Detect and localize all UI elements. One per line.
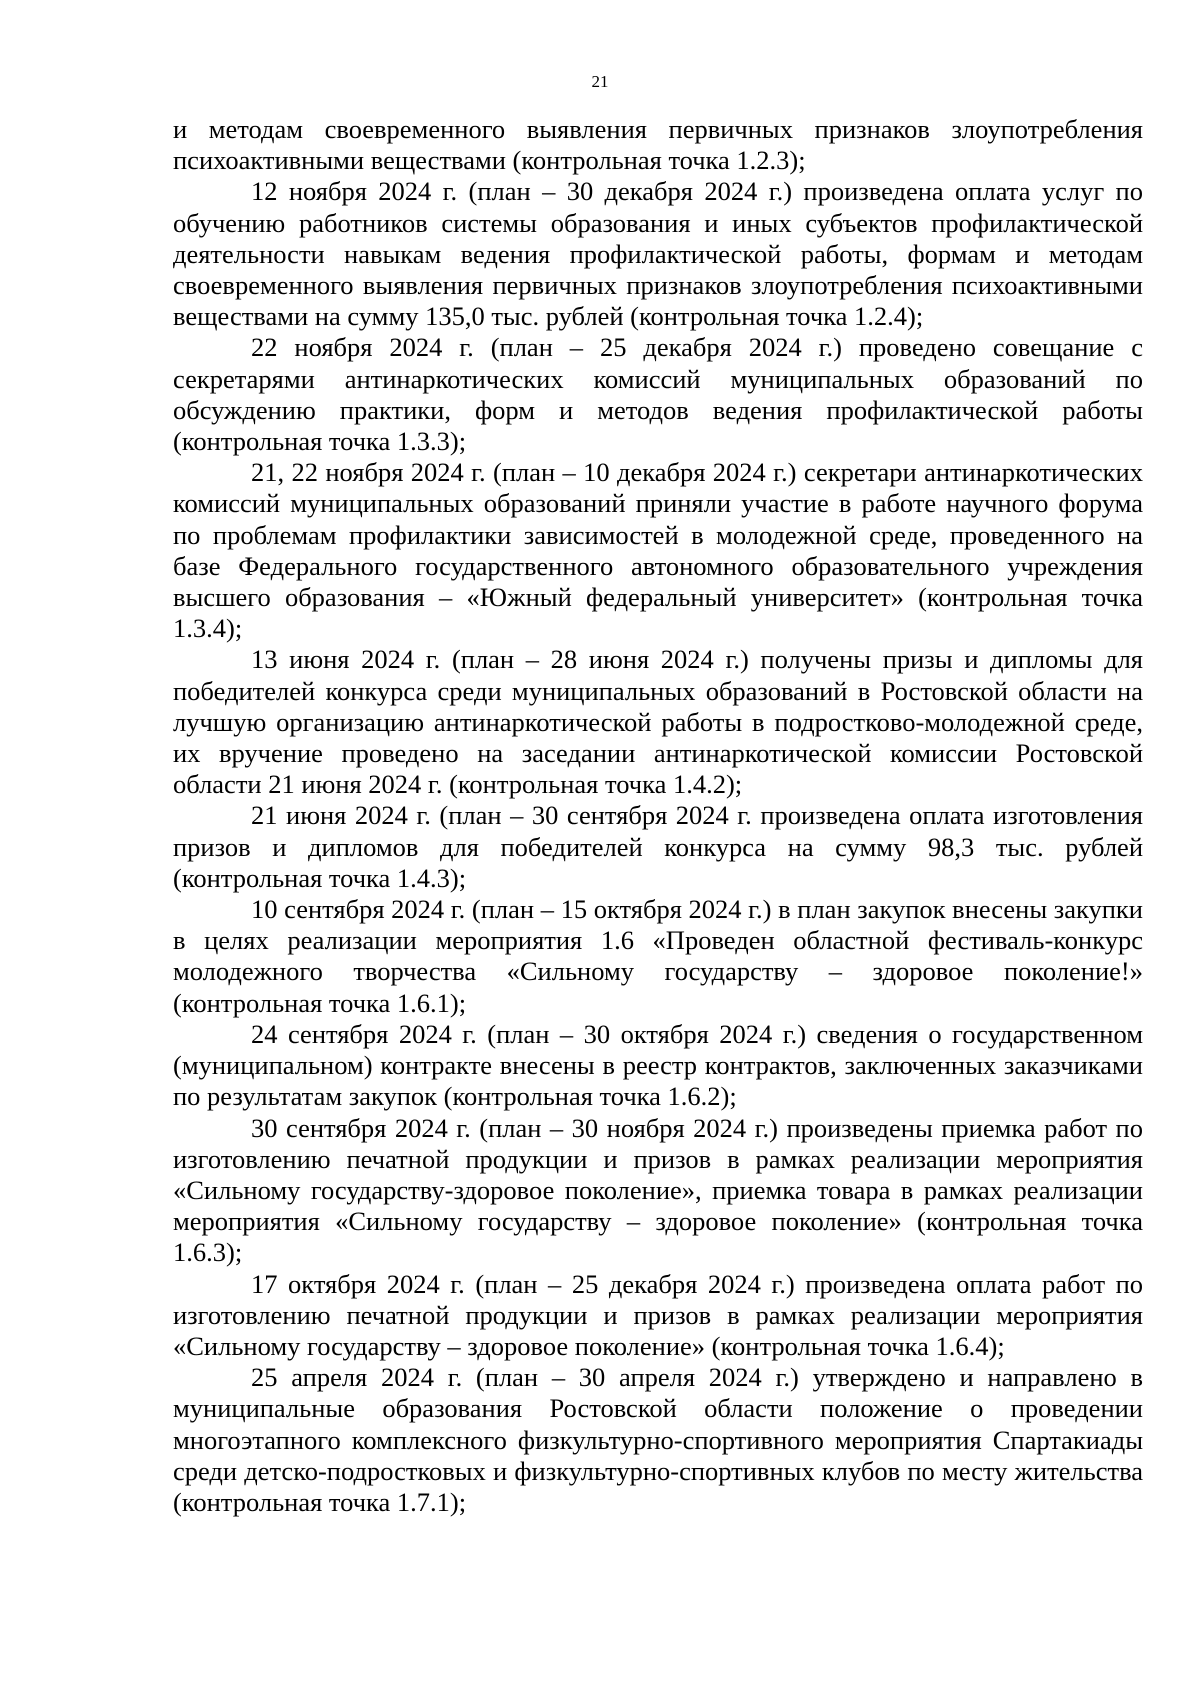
paragraph-checkpoint-1-6-4: 17 октября 2024 г. (план – 25 декабря 2024 г.) произведена оплата работ по изготовлению печатной продукции и призов в рамках реализации мероприятия «Сильному государству – здоровое поколение» (контрольная точка 1.6.4); [173, 1268, 1143, 1361]
paragraph-checkpoint-1-3-4: 21, 22 ноября 2024 г. (план – 10 декабря 2024 г.) секретари антинаркотических комиссий муниципальных образований приняли участие в работе научного форума по проблемам профилактики зависимостей в молодежной среде, проведенного на базе Федерального государственного автономного образовательного учреждения высшего образования – «Южный федеральный университет» (контрольная точка 1.3.4); [173, 457, 1143, 644]
paragraph-continued: и методам своевременного выявления первичных признаков злоупотребления психоактивными веществами (контрольная точка 1.2.3); [173, 114, 1143, 176]
paragraph-checkpoint-1-4-3: 21 июня 2024 г. (план – 30 сентября 2024 г. произведена оплата изготовления призов и дипломов для победителей конкурса на сумму 98,3 тыс. рублей (контрольная точка 1.4.3); [173, 800, 1143, 893]
page-number: 21 [591, 72, 609, 91]
paragraph-checkpoint-1-4-2: 13 июня 2024 г. (план – 28 июня 2024 г.) получены призы и дипломы для победителей конкурса среди муниципальных образований в Ростовской области на лучшую организацию антинаркотической работы в подростково-молодежной среде, их вручение проведено на заседании антинаркотической комиссии Ростовской области 21 июня 2024 г. (контрольная точка 1.4.2); [173, 644, 1143, 800]
paragraph-checkpoint-1-6-1: 10 сентября 2024 г. (план – 15 октября 2024 г.) в план закупок внесены закупки в целях реализации мероприятия 1.6 «Проведен областной фестиваль-конкурс молодежного творчества «Сильному государству – здоровое поколение!» (контрольная точка 1.6.1); [173, 894, 1143, 1018]
paragraph-checkpoint-1-6-3: 30 сентября 2024 г. (план – 30 ноября 2024 г.) произведены приемка работ по изготовлению печатной продукции и призов в рамках реализации мероприятия «Сильному государству-здоровое поколение», приемка товара в рамках реализации мероприятия «Сильному государству – здоровое поколение» (контрольная точка 1.6.3); [173, 1112, 1143, 1268]
paragraph-checkpoint-1-7-1: 25 апреля 2024 г. (план – 30 апреля 2024 г.) утверждено и направлено в муниципальные образования Ростовской области положение о проведении многоэтапного комплексного физкультурно-спортивного мероприятия Спартакиады среди детско-подростковых и физкультурно-спортивных клубов по месту жительства (контрольная точка 1.7.1); [173, 1362, 1143, 1517]
document-body [173, 114, 1143, 1518]
paragraph-checkpoint-1-2-4: 12 ноября 2024 г. (план – 30 декабря 2024 г.) произведена оплата услуг по обучению работников системы образования и иных субъектов профилактической деятельности навыкам ведения профилактической работы, формам и методам своевременного выявления первичных признаков злоупотребления психоактивными веществами на сумму 135,0 тыс. рублей (контрольная точка 1.2.4); [173, 176, 1143, 332]
paragraph-checkpoint-1-3-3: 22 ноября 2024 г. (план – 25 декабря 2024 г.) проведено совещание с секретарями антинаркотических комиссий муниципальных образований по обсуждению практики, форм и методов ведения профилактической работы (контрольная точка 1.3.3); [173, 332, 1143, 457]
paragraph-checkpoint-1-6-2: 24 сентября 2024 г. (план – 30 октября 2024 г.) сведения о государственном (муниципальном) контракте внесены в реестр контрактов, заключенных заказчиками по результатам закупок (контрольная точка 1.6.2); [173, 1018, 1143, 1112]
